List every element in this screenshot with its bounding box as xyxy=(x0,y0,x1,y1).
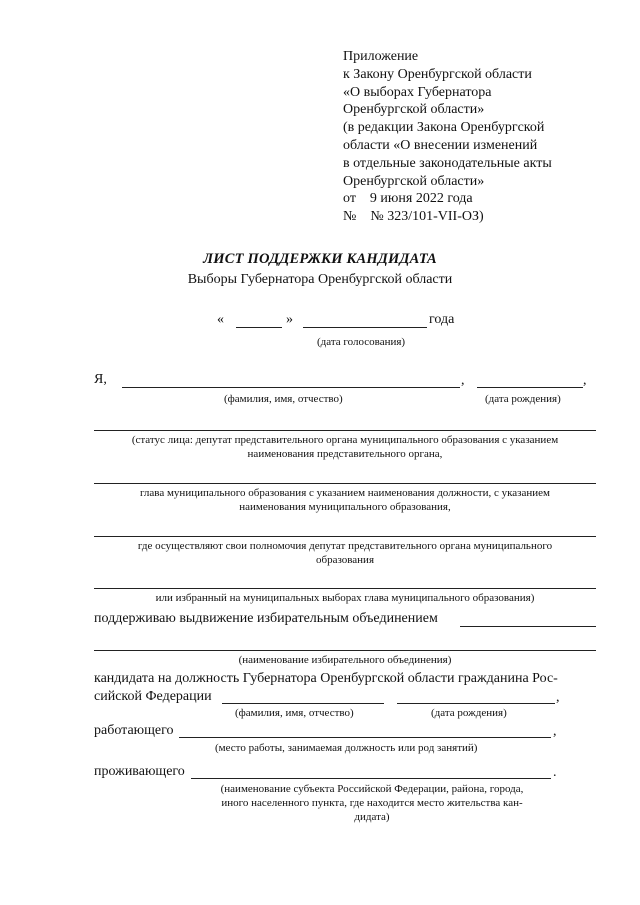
appendix-line: от 9 июня 2022 года xyxy=(343,191,473,207)
signer-birth-field[interactable] xyxy=(477,387,583,388)
appendix-line: (в редакции Закона Оренбургской xyxy=(343,120,545,136)
status-caption: где осуществляют свои полномочия депутат представительного органа муниципального xyxy=(137,540,553,552)
signer-fio-field[interactable] xyxy=(122,387,460,388)
association-field-1[interactable] xyxy=(460,626,596,627)
status-caption: наименования муниципального образования, xyxy=(239,501,451,513)
appendix-line: к Закону Оренбургской области xyxy=(343,66,532,82)
candidate-birth-field[interactable] xyxy=(397,703,555,704)
page-subtitle: Выборы Губернатора Оренбургской области xyxy=(187,272,453,287)
candidate-comma: , xyxy=(556,690,560,705)
status-caption: образования xyxy=(315,554,375,566)
status-field-1[interactable] xyxy=(94,430,596,431)
status-caption: (статус лица: депутат представительного органа муниципального образования с указанием xyxy=(131,434,559,446)
work-comma: , xyxy=(553,724,557,739)
status-field-3[interactable] xyxy=(94,536,596,537)
quote-open: « xyxy=(217,312,224,327)
quote-close: » xyxy=(286,312,293,327)
candidate-text: кандидата на должность Губернатора Оренбургской области гражданина Рос- xyxy=(94,671,558,686)
day-field[interactable] xyxy=(236,327,282,328)
appendix-line: в отдельные законодательные акты xyxy=(343,155,552,171)
voting-date-caption: (дата голосования) xyxy=(317,336,406,348)
appendix-line: Оренбургской области» xyxy=(343,173,485,189)
status-caption: или избранный на муниципальных выборах глава муниципального образования) xyxy=(155,592,535,604)
work-label: работающего xyxy=(94,723,174,738)
work-field[interactable] xyxy=(179,737,551,738)
candidate-fio-caption: (фамилия, имя, отчество) xyxy=(235,707,354,719)
residence-field[interactable] xyxy=(191,778,551,779)
signer-comma: , xyxy=(461,373,465,388)
residence-dot: . xyxy=(553,765,557,780)
signer-comma: , xyxy=(583,373,587,388)
appendix-line: № № 323/101-VII-ОЗ) xyxy=(343,209,484,225)
year-word: года xyxy=(429,312,455,327)
residence-caption: иного населенного пункта, где находится место жительства кан- xyxy=(221,797,523,809)
status-caption: глава муниципального образования с указанием наименования должности, с указанием xyxy=(139,487,551,499)
candidate-text: сийской Федерации xyxy=(94,689,212,704)
residence-caption: дидата) xyxy=(354,811,390,823)
candidate-birth-caption: (дата рождения) xyxy=(431,707,507,719)
residence-caption: (наименование субъекта Российской Федерации, района, города, xyxy=(220,783,524,795)
association-field-2[interactable] xyxy=(94,650,596,651)
appendix-header xyxy=(343,48,552,226)
candidate-fio-field[interactable] xyxy=(222,703,384,704)
residence-label: проживающего xyxy=(94,764,185,779)
signer-birth-caption: (дата рождения) xyxy=(485,393,561,405)
appendix-line: области «О внесении изменений xyxy=(343,137,538,153)
month-year-field[interactable] xyxy=(303,327,427,328)
status-field-2[interactable] xyxy=(94,483,596,484)
appendix-line: «О выборах Губернатора xyxy=(343,84,492,100)
work-caption: (место работы, занимаемая должность или род занятий) xyxy=(215,742,478,754)
support-text: поддерживаю выдвижение избирательным объединением xyxy=(94,611,438,626)
status-caption: наименования представительного органа, xyxy=(247,448,443,460)
appendix-line: Оренбургской области» xyxy=(343,102,485,118)
page-title: ЛИСТ ПОДДЕРЖКИ КАНДИДАТА xyxy=(203,251,437,267)
status-field-4[interactable] xyxy=(94,588,596,589)
signer-fio-caption: (фамилия, имя, отчество) xyxy=(224,393,343,405)
signer-prefix: Я, xyxy=(94,372,107,387)
association-caption: (наименование избирательного объединения) xyxy=(238,654,452,666)
appendix-line: Приложение xyxy=(343,49,419,64)
